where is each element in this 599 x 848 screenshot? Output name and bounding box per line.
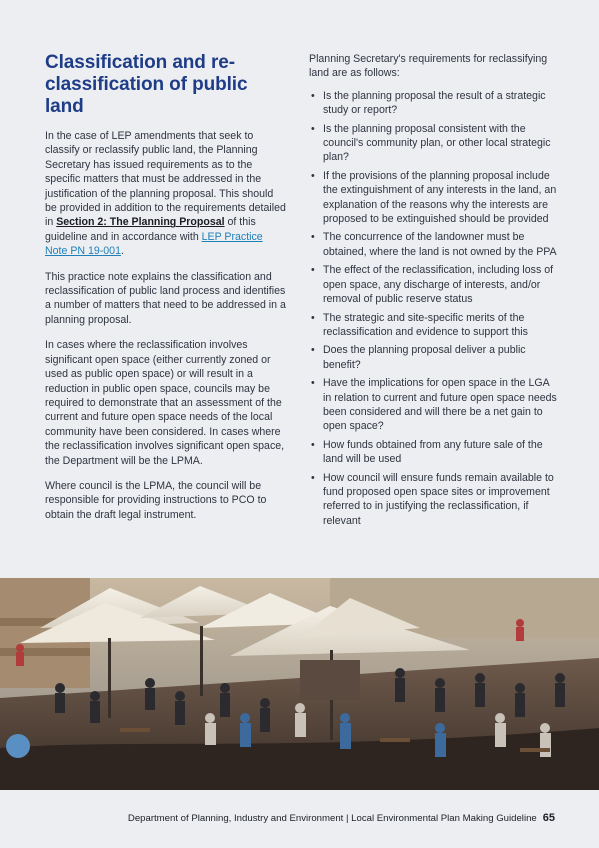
list-item-text: The strategic and site-specific merits of the reclassification and evidence to support this [323, 311, 528, 338]
p1-text-start: In the case of LEP amendments that seek to classify or reclassify public land, the Planning Secretary has issued requirements as to the specific matters that must be addressed in the justification of the planning proposal. This should be provided in addition to the requirements detailed in [45, 130, 286, 229]
bullet-icon: • [311, 89, 315, 102]
bullet-icon: • [311, 377, 315, 390]
p1-text-end: . [120, 245, 124, 258]
requirements-list [309, 89, 559, 528]
list-item [309, 122, 559, 165]
p1-text-middle: of this guideline and in accordance with [45, 216, 256, 243]
bullet-icon: • [311, 264, 315, 277]
section-heading: Classification and re-classification of public land [45, 52, 248, 117]
bullet-icon: • [311, 438, 315, 451]
right-column [309, 52, 559, 532]
bullet-icon: • [311, 122, 315, 135]
list-item [309, 376, 559, 434]
list-item [309, 263, 559, 306]
left-column [45, 52, 287, 533]
bullet-icon: • [311, 471, 315, 484]
list-item [309, 343, 559, 372]
list-item-text: Is the planning proposal the result of a strategic study or report? [323, 89, 546, 117]
section-2-link[interactable]: Section 2: The Planning Proposal [56, 216, 225, 229]
requirements-intro: Planning Secretary's requirements for reclassifying land are as follows: [309, 53, 548, 80]
list-item [309, 471, 559, 529]
list-item-text: Have the implications for open space in the LGA in relation to current and future open space needs been considered and will there be a net gain to open space? [323, 377, 557, 433]
list-item-text: The effect of the reclassification, including loss of open space, any discharge of interests, and/or removal of public reserve status [323, 264, 554, 306]
paragraph-1 [45, 129, 287, 259]
footer-text: Department of Planning, Industry and Environment | Local Environmental Plan Making Guideline [127, 813, 537, 824]
list-item-text: Is the planning proposal consistent with the council's community plan, or other local strategic plan? [323, 122, 551, 164]
bullet-icon: • [311, 311, 315, 324]
practice-note-link[interactable]: LEP Practice Note PN 19-001 [45, 230, 263, 258]
paragraph-3: In cases where the reclassification involves significant open space (either currently zoned or used as public open space) or will result in a reduction in public open space, councils may be required to demonstrate that an assessment of the current and future open space needs of the local community have been considered. In cases where the reclassification involves significant open space, the Department will be the LPMA. [45, 339, 285, 467]
list-item-text: The concurrence of the landowner must be obtained, where the land is not owned by the PPA [323, 231, 557, 258]
list-item-text: Does the planning proposal deliver a public benefit? [323, 344, 526, 371]
waterfront-dining-photo [0, 578, 599, 790]
list-item-text: How funds obtained from any future sale of the land will be used [323, 438, 543, 466]
page-footer [0, 812, 555, 824]
bullet-icon: • [311, 169, 315, 182]
bullet-icon: • [311, 344, 315, 357]
paragraph-2: This practice note explains the classification and reclassification of public land process and identifies a number of matters that need to be addressed in a planning proposal. [45, 270, 286, 326]
list-item [309, 311, 559, 340]
photo-illustration [0, 578, 599, 790]
list-item [309, 169, 559, 227]
list-item [309, 89, 559, 118]
list-item-text: How council will ensure funds remain available to fund proposed open space sites or improvement referred to in justifying the reclassification, if relevant [323, 471, 554, 527]
list-item [309, 230, 559, 259]
bullet-icon: • [311, 231, 315, 244]
paragraph-4: Where council is the LPMA, the council will be responsible for providing instructions to PCO to obtain the draft legal instrument. [45, 479, 267, 521]
list-item-text: If the provisions of the planning proposal include the extinguishment of any interests in the land, an explanation of the reasons why the interests are proposed to be extinguished should be provided [323, 169, 557, 226]
list-item [309, 438, 559, 467]
page-number: 65 [542, 812, 555, 824]
